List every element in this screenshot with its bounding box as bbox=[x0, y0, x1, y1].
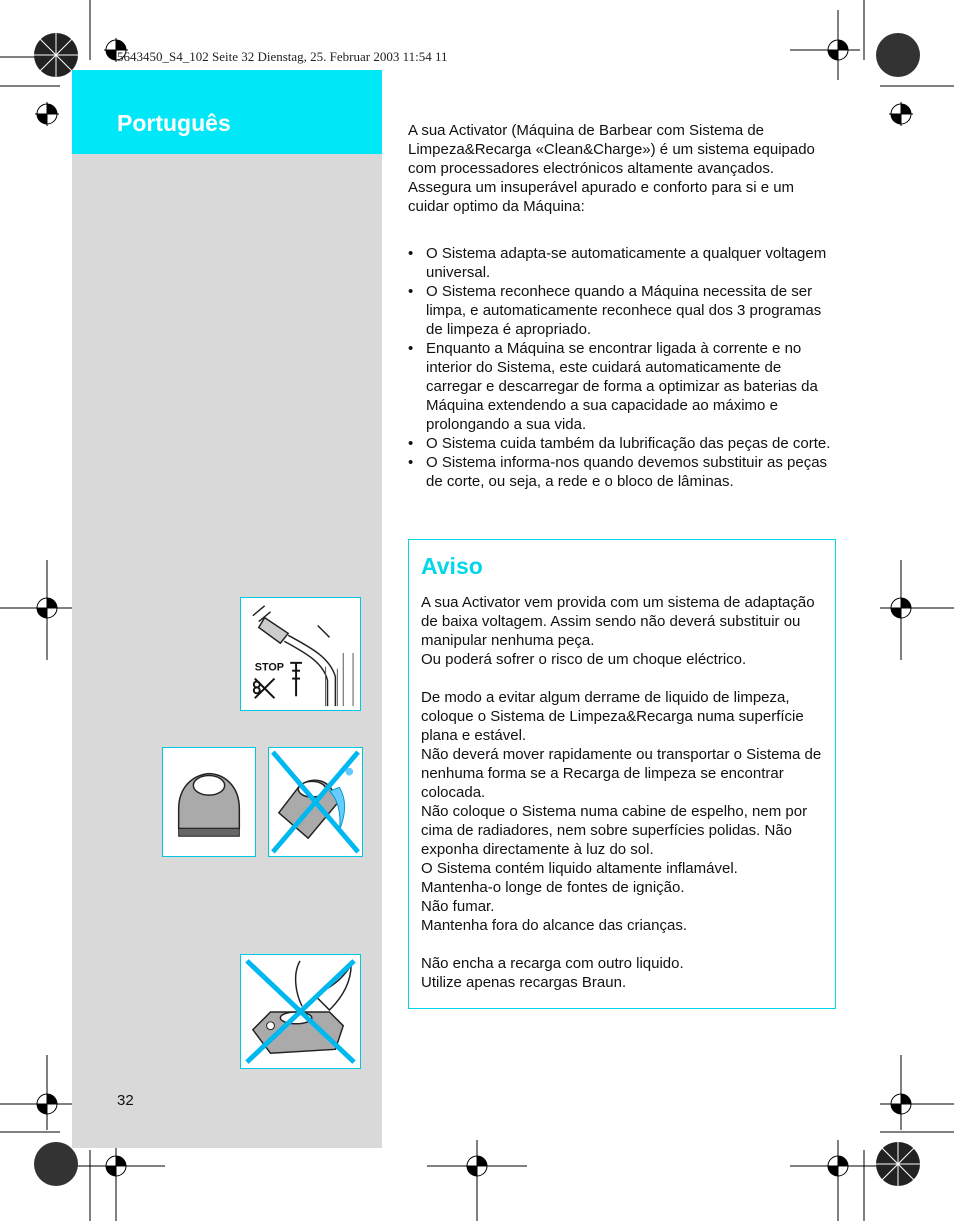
figure-plug-stop bbox=[240, 597, 361, 711]
warning-title: Aviso bbox=[421, 553, 483, 579]
intro-paragraph: A sua Activator (Máquina de Barbear com Sistema de Limpeza&Recarga «Clean&Charge») é um sistema equipado com processadores electrónicos altamente avançados. Assegura um insuperável apurado e conforto para si e um cuidar optimo da Máquina: bbox=[408, 122, 815, 215]
figure-cartridge-tilted-crossed bbox=[268, 747, 363, 857]
list-item: • O Sistema adapta-se automaticamente a qualquer voltagem universal. bbox=[408, 244, 838, 282]
warning-text: A sua Activator vem provida com um sistema de adaptação de baixa voltagem. Assim sendo não deverá substituir ou manipular nenhuma peça. Ou poderá sofrer o risco de um choque eléctrico. De modo a evitar algum derrame de liquido de limpeza, coloque o Sistema de Limpeza&Recarga numa superfície plana e estável. Não deverá mover rapidamente ou transportar o Sistema de nenhuma forma se a Recarga de limpeza se encontrar colocada. Não coloque o Sistema numa cabine de espelho, nem por cima de radiadores, nem sobre superfícies polidas. Não exponha directamente à luz do sol. O Sistema contém liquido altamente inflamável. Mantenha-o longe de fontes de ignição. Não fumar. Mantenha fora do alcance das crianças. Não encha a recarga com outro liquido. Utilize apenas recargas Braun. bbox=[421, 594, 822, 991]
spill-prohibited-icon bbox=[269, 748, 362, 856]
language-title-band bbox=[72, 70, 382, 154]
cartridge-icon bbox=[163, 748, 255, 856]
warning-box bbox=[408, 539, 836, 1009]
list-item: • O Sistema reconhece quando a Máquina necessita de ser limpa, e automaticamente reconhece qual dos 3 programas de limpeza é apropriado. bbox=[408, 282, 838, 339]
print-header: 5643450_S4_102 Seite 32 Dienstag, 25. Februar 2003 11:54 11 bbox=[117, 49, 448, 64]
feature-list bbox=[408, 244, 838, 491]
plug-cable-icon bbox=[241, 598, 360, 710]
figure-refill-crossed bbox=[240, 954, 361, 1069]
figure-cartridge-upright bbox=[162, 747, 256, 857]
list-item: • Enquanto a Máquina se encontrar ligada à corrente e no interior do Sistema, este cuidará automaticamente de carregar e descarregar de forma a optimizar as baterias da Máquina extendendo a sua capacidade ao máximo e prolongando a sua vida. bbox=[408, 339, 838, 434]
list-item: • O Sistema informa-nos quando devemos substituir as peças de corte, ou seja, a rede e o bloco de lâminas. bbox=[408, 453, 838, 491]
refill-prohibited-icon bbox=[241, 955, 360, 1068]
intro-section bbox=[408, 121, 838, 491]
list-item: • O Sistema cuida também da lubrificação das peças de corte. bbox=[408, 434, 838, 453]
stop-label: STOP bbox=[254, 661, 285, 674]
page-number: 32 bbox=[117, 1092, 134, 1109]
language-title: Português bbox=[117, 110, 231, 136]
